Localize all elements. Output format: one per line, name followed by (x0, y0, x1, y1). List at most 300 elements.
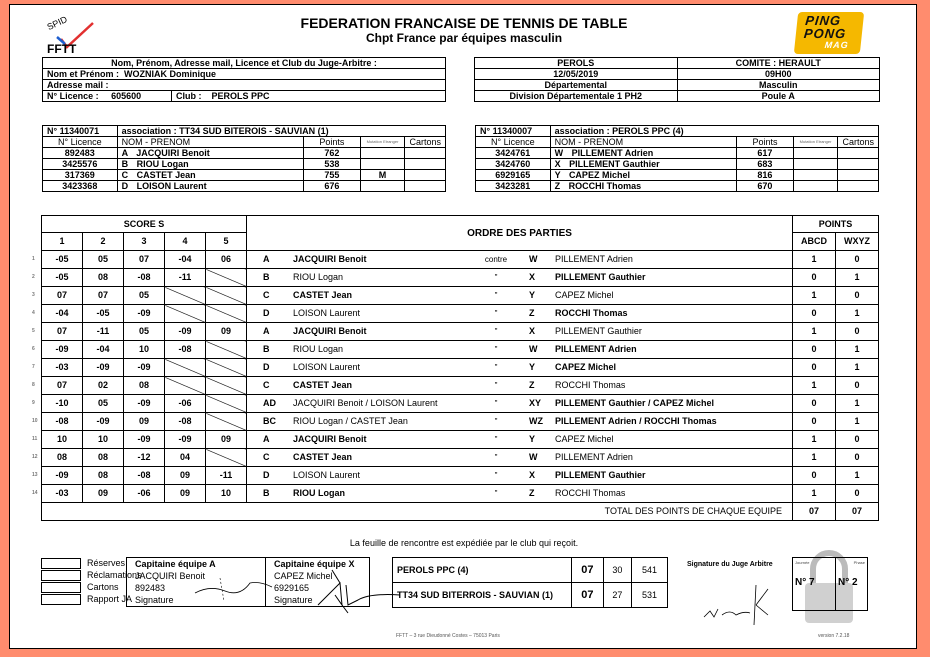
player-letter: Z (554, 181, 561, 191)
set-header-1: 1 (42, 233, 83, 251)
player-cards (838, 181, 879, 192)
match-row (42, 377, 879, 395)
player-b-letter: Y (525, 359, 551, 377)
set-score: -06 (124, 485, 165, 503)
set-score: 07 8 (42, 377, 83, 395)
player-cards (405, 170, 446, 181)
points-a: 1 (793, 431, 836, 449)
player-letter: D (121, 181, 129, 191)
set-score: -04 4 (42, 305, 83, 323)
journee-value: N° 7 (795, 577, 815, 588)
player-a-letter: C (247, 449, 290, 467)
referee-signature (700, 575, 780, 625)
player-b-letter: XY (525, 395, 551, 413)
player-a-letter: A (247, 431, 290, 449)
set-score: 10 (124, 341, 165, 359)
points-b: 0 (836, 485, 879, 503)
referee-club: PEROLS PPC (211, 91, 270, 101)
player-foreign (360, 148, 405, 159)
captain-a-signature (190, 573, 280, 603)
set-score: 05 (124, 287, 165, 305)
set-score: -04 (83, 341, 124, 359)
set-score: 09 (206, 431, 247, 449)
player-points: 816 (737, 170, 793, 181)
player-licence: 317369 (43, 170, 118, 181)
player-a-letter: BC (247, 413, 290, 431)
matches-table (32, 215, 879, 521)
result-team: TT34 SUD BITERROIS - SAUVIAN (1) (393, 583, 572, 608)
set-score: 07 3 (42, 287, 83, 305)
journee-phase-table (792, 557, 868, 611)
points-a: 1 (793, 323, 836, 341)
player-b-letter: W (525, 449, 551, 467)
notice-text: La feuille de rencontre est expédiée par le club qui reçoit. (349, 538, 579, 548)
player-letter: W (554, 148, 564, 158)
points-b: 1 (836, 305, 879, 323)
captain-x-licence: 6929165 (274, 583, 310, 593)
points-b: 1 (836, 359, 879, 377)
points-b: 0 (836, 323, 879, 341)
set-score: -09 (83, 359, 124, 377)
player-b-letter: Z (525, 305, 551, 323)
col-cards: Cartons (838, 137, 879, 148)
meeting-date: 12/05/2019 (475, 69, 678, 80)
match-number: 13 (32, 472, 38, 478)
set-score: -08 (124, 467, 165, 485)
team-a-number: N° 11340071 (43, 126, 118, 137)
points-b: 1 (836, 341, 879, 359)
player-a-name: CASTET Jean (289, 449, 467, 467)
set-score: 07 (83, 287, 124, 305)
player-row (476, 148, 879, 159)
match-row (42, 341, 879, 359)
player-cards (405, 181, 446, 192)
player-b-name: CAPEZ Michel (551, 431, 793, 449)
player-name: D LOISON Laurent (117, 181, 304, 192)
meeting-level: Départemental (475, 80, 678, 91)
versus: " (467, 485, 525, 503)
col-licence: N° Licence (43, 137, 118, 148)
versus: " (467, 395, 525, 413)
player-cards (838, 148, 879, 159)
player-row (43, 170, 446, 181)
captain-a-licence: 892483 (135, 583, 166, 593)
col-name: NOM - PRENOM (550, 137, 737, 148)
player-b-letter: Z (525, 377, 551, 395)
result-row (393, 583, 668, 608)
versus: " (467, 359, 525, 377)
player-row (476, 181, 879, 192)
points-a: 0 (793, 341, 836, 359)
player-b-letter: WZ (525, 413, 551, 431)
ping-pong-mag-logo: PING PONG MAG (794, 12, 864, 54)
player-a-name: CASTET Jean (289, 287, 467, 305)
player-cards (838, 170, 879, 181)
set-score: 10 (206, 485, 247, 503)
match-sheet (9, 4, 917, 649)
result-row (393, 558, 668, 583)
set-score: -05 1 (42, 251, 83, 269)
player-b-name: PILLEMENT Adrien (551, 341, 793, 359)
referee-email-row: Adresse mail : (43, 80, 446, 91)
player-a-letter: C (247, 377, 290, 395)
set-score (206, 287, 247, 305)
player-points: 683 (737, 159, 793, 170)
reclamations-box[interactable] (41, 570, 81, 581)
player-a-letter: AD (247, 395, 290, 413)
player-points: 676 (304, 181, 360, 192)
set-score: -09 (165, 431, 206, 449)
player-a-name: RIOU Logan / CASTET Jean (289, 413, 467, 431)
player-foreign (360, 181, 405, 192)
player-foreign: M (360, 170, 405, 181)
version-text: version 7.2.18 (818, 633, 850, 639)
set-score: 09 (165, 485, 206, 503)
set-score: -11 (165, 269, 206, 287)
set-score (206, 377, 247, 395)
player-foreign (793, 148, 838, 159)
match-number: 8 (32, 382, 35, 388)
team-a-table (42, 125, 446, 192)
team-b-association: association : PEROLS PPC (4) (550, 126, 878, 137)
points-b: 0 (836, 251, 879, 269)
points-a: 0 (793, 305, 836, 323)
versus: " (467, 431, 525, 449)
player-name: Z ROCCHI Thomas (550, 181, 737, 192)
points-b: 0 (836, 377, 879, 395)
set-score: -08 (165, 413, 206, 431)
player-b-name: PILLEMENT Gauthier (551, 467, 793, 485)
player-licence: 6929165 (476, 170, 551, 181)
federation-title: FEDERATION FRANCAISE DE TENNIS DE TABLE (300, 15, 628, 31)
player-name: C CASTET Jean (117, 170, 304, 181)
match-row (42, 413, 879, 431)
set-score: 08 (83, 269, 124, 287)
points-a-heading: ABCD (793, 233, 836, 251)
set-score: -11 (206, 467, 247, 485)
player-b-name: PILLEMENT Adrien / ROCCHI Thomas (551, 413, 793, 431)
set-score (206, 359, 247, 377)
referee-club-row: Club : PEROLS PPC (172, 91, 446, 102)
player-letter: A (121, 148, 128, 158)
set-score: -09 (124, 305, 165, 323)
player-licence: 3425576 (43, 159, 118, 170)
match-row (42, 251, 879, 269)
set-score: 10 11 (42, 431, 83, 449)
set-score: 02 (83, 377, 124, 395)
set-score: -09 (165, 323, 206, 341)
match-row (42, 395, 879, 413)
player-name: W PILLEMENT Adrien (550, 148, 737, 159)
set-score: -09 (124, 395, 165, 413)
points-a: 0 (793, 395, 836, 413)
col-points: Points (737, 137, 793, 148)
points-a: 1 (793, 485, 836, 503)
player-cards (405, 148, 446, 159)
set-score: -08 10 (42, 413, 83, 431)
player-name: Y CAPEZ Michel (550, 170, 737, 181)
player-row (476, 159, 879, 170)
points-a: 0 (793, 467, 836, 485)
match-row (42, 449, 879, 467)
player-a-letter: D (247, 467, 290, 485)
points-b: 1 (836, 395, 879, 413)
match-number: 6 (32, 346, 35, 352)
player-a-letter: A (247, 251, 290, 269)
player-b-letter: Z (525, 485, 551, 503)
versus: " (467, 305, 525, 323)
scores-heading: SCORE S (42, 216, 247, 233)
captain-x-signature (310, 565, 400, 615)
order-heading: ORDRE DES PARTIES (247, 216, 793, 251)
total-a: 07 (793, 503, 836, 521)
match-row (42, 431, 879, 449)
points-b: 0 (836, 449, 879, 467)
checkbox-rapport[interactable]: Rapport JA (41, 593, 142, 605)
points-b: 1 (836, 467, 879, 485)
referee-table (42, 57, 446, 102)
set-score: 05 (83, 395, 124, 413)
team-b-number: N° 11340007 (476, 126, 551, 137)
set-score: 08 (124, 377, 165, 395)
match-row (42, 485, 879, 503)
versus: contre (467, 251, 525, 269)
player-letter: B (121, 159, 129, 169)
set-score: -09 6 (42, 341, 83, 359)
set-header-5: 5 (206, 233, 247, 251)
meeting-time: 09H00 (677, 69, 880, 80)
player-b-name: CAPEZ Michel (551, 359, 793, 377)
player-b-name: ROCCHI Thomas (551, 377, 793, 395)
player-points: 755 (304, 170, 360, 181)
col-cards: Cartons (405, 137, 446, 148)
journee-cell: Journée N° 7 (793, 558, 836, 611)
versus: " (467, 449, 525, 467)
set-score: -05 2 (42, 269, 83, 287)
set-score: -04 (165, 251, 206, 269)
points-a: 1 (793, 449, 836, 467)
set-score: -05 (83, 305, 124, 323)
set-score: 08 (83, 449, 124, 467)
phase-cell: Phase N° 2 (836, 558, 868, 611)
set-score: -08 (124, 269, 165, 287)
match-number: 5 (32, 328, 35, 334)
points-a: 0 (793, 359, 836, 377)
referee-name-row: Nom et Prénom : WOZNIAK Dominique (43, 69, 446, 80)
player-licence: 3423281 (476, 181, 551, 192)
versus: " (467, 413, 525, 431)
player-licence: 892483 (43, 148, 118, 159)
match-row (42, 305, 879, 323)
player-b-letter: W (525, 251, 551, 269)
set-score: -09 (124, 431, 165, 449)
checkbox-reclamations[interactable]: Réclamations (41, 569, 142, 581)
player-letter: C (121, 170, 129, 180)
set-score: 05 (124, 323, 165, 341)
player-b-name: PILLEMENT Gauthier (551, 269, 793, 287)
phase-value: N° 2 (838, 577, 858, 588)
captain-a-cell: Capitaine équipe A JACQUIRI Benoit 892483 Signature (127, 558, 266, 607)
championship-subtitle: Chpt France par équipes masculin (365, 31, 563, 45)
player-points: 762 (304, 148, 360, 159)
points-a: 1 (793, 377, 836, 395)
set-score: 08 (83, 467, 124, 485)
player-name: X PILLEMENT Gauthier (550, 159, 737, 170)
captain-x-cell: Capitaine équipe X CAPEZ Michel 6929165 Signature (266, 558, 370, 607)
player-name: A JACQUIRI Benoit (117, 148, 304, 159)
team-b-table (475, 125, 879, 192)
set-score: -03 7 (42, 359, 83, 377)
player-b-letter: X (525, 269, 551, 287)
player-a-name: LOISON Laurent (289, 305, 467, 323)
points-b: 1 (836, 413, 879, 431)
player-b-letter: W (525, 341, 551, 359)
player-a-letter: D (247, 359, 290, 377)
player-b-name: ROCCHI Thomas (551, 305, 793, 323)
player-a-name: CASTET Jean (289, 377, 467, 395)
set-score: -11 (83, 323, 124, 341)
set-score: 05 (83, 251, 124, 269)
player-b-name: CAPEZ Michel (551, 287, 793, 305)
captain-x-name: CAPEZ Michel (274, 571, 333, 581)
set-header-3: 3 (124, 233, 165, 251)
svg-text:SPID: SPID (45, 14, 69, 33)
set-score: -03 14 (42, 485, 83, 503)
player-b-letter: X (525, 323, 551, 341)
meeting-location: PEROLS (475, 58, 678, 69)
player-a-name: RIOU Logan (289, 269, 467, 287)
player-a-letter: C (247, 287, 290, 305)
player-foreign (793, 181, 838, 192)
player-a-name: JACQUIRI Benoit / LOISON Laurent (289, 395, 467, 413)
meeting-pool: Poule A (677, 91, 880, 102)
result-sets: 27 (603, 583, 631, 608)
set-score: -12 (124, 449, 165, 467)
player-b-name: PILLEMENT Adrien (551, 449, 793, 467)
player-row (43, 159, 446, 170)
versus: " (467, 287, 525, 305)
meeting-info-table (474, 57, 880, 102)
checkbox-cartons[interactable]: Cartons (41, 581, 142, 593)
player-licence: 3424761 (476, 148, 551, 159)
match-row (42, 323, 879, 341)
match-row (42, 269, 879, 287)
player-cards (838, 159, 879, 170)
player-a-letter: B (247, 341, 290, 359)
result-points: 531 (632, 583, 668, 608)
cartons-box[interactable] (41, 582, 81, 593)
set-score: -08 (165, 341, 206, 359)
col-name: NOM - PRENOM (117, 137, 304, 148)
set-score (206, 449, 247, 467)
player-points: 670 (737, 181, 793, 192)
points-a: 1 (793, 251, 836, 269)
set-score: 08 12 (42, 449, 83, 467)
player-b-name: ROCCHI Thomas (551, 485, 793, 503)
player-a-name: LOISON Laurent (289, 359, 467, 377)
player-a-name: LOISON Laurent (289, 467, 467, 485)
svg-text:FFTT: FFTT (47, 42, 77, 56)
total-b: 07 (836, 503, 879, 521)
player-a-name: JACQUIRI Benoit (289, 251, 467, 269)
player-a-letter: A (247, 323, 290, 341)
set-score (165, 287, 206, 305)
result-sets: 30 (603, 558, 631, 583)
meeting-committee: COMITE : HERAULT (677, 58, 880, 69)
points-b: 0 (836, 287, 879, 305)
rapport-box[interactable] (41, 594, 81, 605)
match-number: 7 (32, 364, 35, 370)
player-foreign (793, 159, 838, 170)
player-a-name: JACQUIRI Benoit (289, 323, 467, 341)
player-letter: Y (554, 170, 561, 180)
referee-signature-label: Signature du Juge Arbitre (687, 561, 773, 568)
col-licence: N° Licence (476, 137, 551, 148)
player-name: B RIOU Logan (117, 159, 304, 170)
set-score: -09 (83, 413, 124, 431)
match-number: 9 (32, 400, 35, 406)
match-number: 12 (32, 454, 38, 460)
set-score: 06 (206, 251, 247, 269)
result-score: 07 (572, 583, 604, 608)
match-number: 2 (32, 274, 35, 280)
captain-a-name: JACQUIRI Benoit (135, 571, 206, 581)
match-number: 11 (32, 436, 38, 442)
result-points: 541 (632, 558, 668, 583)
set-score: -10 9 (42, 395, 83, 413)
match-number: 14 (32, 490, 38, 496)
points-heading: POINTS (793, 216, 879, 233)
player-a-letter: B (247, 269, 290, 287)
player-foreign (360, 159, 405, 170)
col-points: Points (304, 137, 360, 148)
checkbox-reserves[interactable]: Réserves (41, 557, 142, 569)
player-row (43, 148, 446, 159)
col-foreign: Mutation Etranger (360, 137, 405, 148)
set-score: 09 (206, 323, 247, 341)
versus: " (467, 269, 525, 287)
total-label: TOTAL DES POINTS DE CHAQUE EQUIPE (42, 503, 793, 521)
set-score (206, 305, 247, 323)
versus: " (467, 341, 525, 359)
versus: " (467, 467, 525, 485)
player-b-letter: Y (525, 287, 551, 305)
set-score (206, 269, 247, 287)
set-score: 07 5 (42, 323, 83, 341)
meeting-division: Division Départementale 1 PH2 (475, 91, 678, 102)
set-score: 04 (165, 449, 206, 467)
player-foreign (793, 170, 838, 181)
player-a-name: RIOU Logan (289, 341, 467, 359)
reserves-box[interactable] (41, 558, 81, 569)
player-b-letter: X (525, 467, 551, 485)
set-header-2: 2 (83, 233, 124, 251)
set-score (165, 359, 206, 377)
points-a: 0 (793, 413, 836, 431)
versus: " (467, 323, 525, 341)
set-score (206, 341, 247, 359)
footer-address: FFTT – 3 rue Dieudonné Costes – 75013 Paris (396, 633, 500, 639)
set-header-4: 4 (165, 233, 206, 251)
player-licence: 3423368 (43, 181, 118, 192)
player-b-name: PILLEMENT Gauthier (551, 323, 793, 341)
player-b-name: PILLEMENT Gauthier / CAPEZ Michel (551, 395, 793, 413)
set-score: 07 (124, 251, 165, 269)
set-score: 10 (83, 431, 124, 449)
player-letter: X (554, 159, 561, 169)
player-row (476, 170, 879, 181)
player-points: 617 (737, 148, 793, 159)
